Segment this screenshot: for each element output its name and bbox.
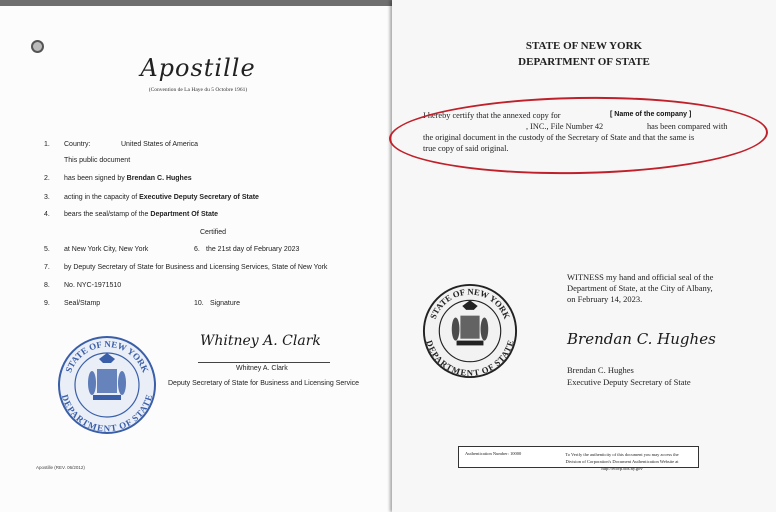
witness-line-3: on February 14, 2023.	[567, 294, 643, 304]
certificate-signer-title: Executive Deputy Secretary of State	[567, 377, 691, 387]
item-number: 10.	[194, 300, 204, 307]
item-number: 5.	[44, 246, 50, 253]
country-value: United States of America	[121, 141, 199, 148]
convention-subtitle: (Convention de La Haye du 5 Octobre 1961)	[148, 87, 248, 93]
item-number: 8.	[44, 282, 50, 289]
certificate-title-dept: DEPARTMENT OF STATE	[518, 56, 650, 68]
seal-of-line: bears the seal/stamp of the Department Of State	[64, 211, 219, 218]
certificate-page	[392, 0, 776, 512]
item-number: 4.	[44, 211, 50, 218]
signed-by-line: has been signed by Brendan C. Hughes	[64, 175, 192, 182]
revision-note: Apostille (REV. 06/2012)	[36, 465, 85, 470]
item-number: 3.	[44, 194, 50, 201]
seal-stamp-label: Seal/Stamp	[64, 300, 101, 307]
handwritten-signature-clark: Whitney A. Clark	[200, 333, 321, 349]
witness-line-2: Department of State, at the City of Albany,	[567, 283, 713, 293]
certify-line-2a: , INC., File Number 42	[526, 122, 604, 131]
state-seal-blue	[57, 335, 157, 435]
svg-text:DEPARTMENT OF STATE: DEPARTMENT OF STATE	[424, 338, 516, 378]
certify-line-4: true copy of said original.	[423, 144, 509, 153]
by-line: by Deputy Secretary of State for Business and Licensing Services, State of New York	[64, 264, 328, 271]
certify-line-3: the original document in the custody of the Secretary of State and that the same is	[423, 133, 695, 142]
public-document-text: This public document	[64, 157, 131, 164]
item-number: 1.	[44, 141, 50, 148]
apostille-number: No. NYC-1971510	[64, 282, 122, 289]
item-number: 6.	[194, 246, 200, 253]
item-number: 7.	[44, 264, 50, 271]
certificate-title-state: STATE OF NEW YORK	[525, 40, 643, 52]
country-label: Country:	[64, 141, 91, 148]
signer-name: Whitney A. Clark	[236, 365, 288, 372]
place-line: at New York City, New York	[64, 246, 149, 253]
certificate-signer-name: Brendan C. Hughes	[567, 365, 634, 375]
signer-title: Deputy Secretary of State for Business and Licensing Service	[168, 380, 360, 387]
witness-line-1: WITNESS my hand and official seal of the	[567, 272, 714, 282]
item-number: 2.	[44, 175, 50, 182]
date-line: the 21st day of February 2023	[206, 246, 300, 253]
svg-text:STATE OF NEW YORK: STATE OF NEW YORK	[63, 338, 151, 374]
signature-label: Signature	[210, 300, 240, 307]
svg-text:STATE OF NEW YORK: STATE OF NEW YORK	[427, 286, 513, 321]
signature-line	[198, 362, 330, 363]
apostille-title: Apostille	[140, 54, 256, 82]
svg-text:DEPARTMENT OF STATE: DEPARTMENT OF STATE	[59, 393, 155, 434]
authentication-number: Authentication Number: 10000	[465, 451, 522, 456]
capacity-line: acting in the capacity of Executive Deputy Secretary of State	[64, 194, 259, 201]
item-number: 9.	[44, 300, 50, 307]
certify-line-2b: has been compared with	[647, 122, 728, 131]
authentication-instructions: To Verify the authenticity of this document you may access the Division of Corporation's Document Authentication Website at http://ecorp.dos.ny.gov	[565, 452, 679, 471]
authentication-box	[458, 446, 699, 471]
handwritten-signature-hughes: Brendan C. Hughes	[567, 330, 716, 348]
state-seal-black	[422, 283, 518, 379]
certify-line-1: I hereby certify that the annexed copy for	[423, 111, 561, 120]
company-name-placeholder: [ Name of the company ]	[610, 111, 692, 118]
certified-heading: Certified	[200, 229, 227, 236]
punch-hole	[31, 40, 44, 53]
